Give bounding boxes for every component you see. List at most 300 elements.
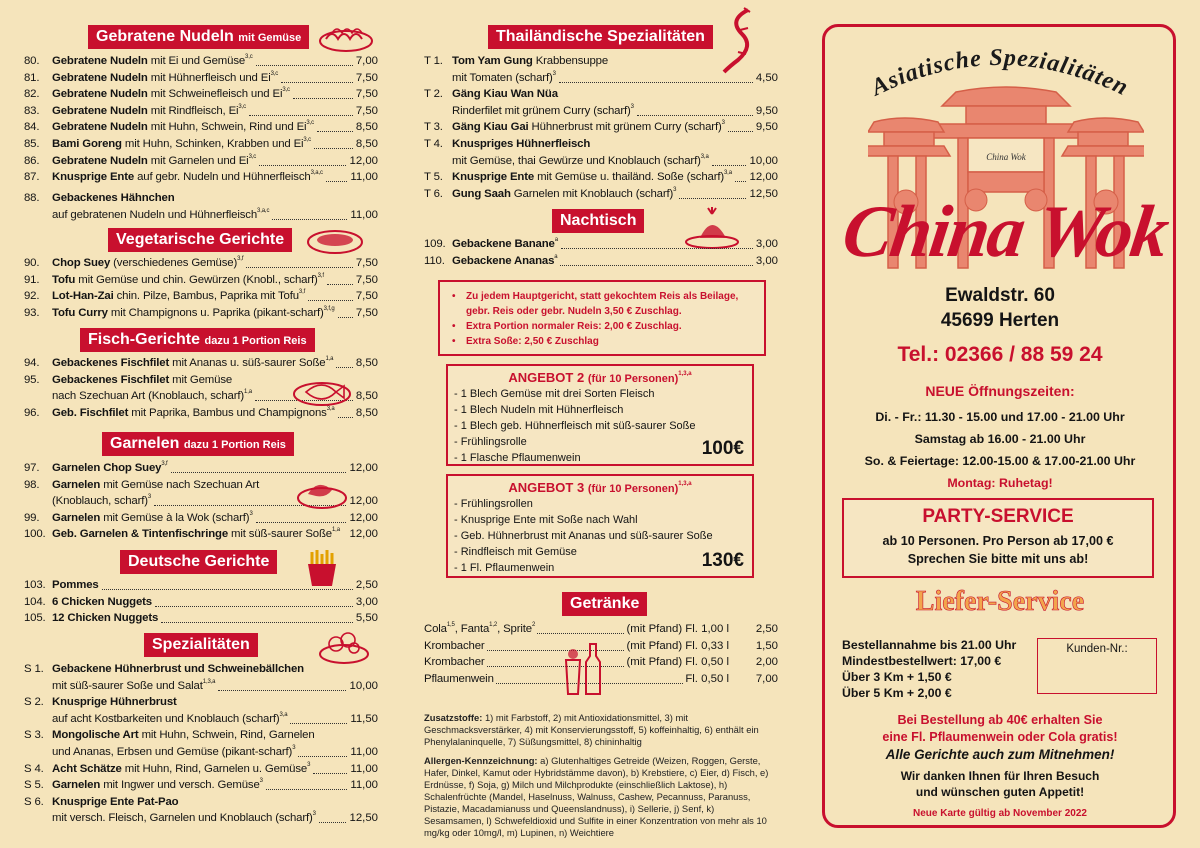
item-number: S 3.: [24, 729, 44, 742]
promo-text: Bei Bestellung ab 40€ erhalten Sie eine Fl. Pflaumenwein oder Cola gratis!: [882, 713, 1118, 744]
item-name: Lot-Han-Zai: [52, 290, 114, 303]
dot-leader: [256, 522, 346, 523]
china-wok-logo: China Wok: [837, 191, 1173, 273]
item-number: 100.: [24, 528, 46, 541]
item-text: [52, 288, 305, 305]
menu-item: [0, 153, 400, 170]
item-allergen-codes: 3,f: [317, 272, 324, 279]
dot-leader: [313, 773, 347, 774]
item-number: 93.: [24, 306, 40, 319]
item-text: [52, 460, 168, 477]
item-allergen-codes: 3,a: [279, 711, 288, 718]
menu-item: [0, 661, 400, 678]
offer-2-title: ANGEBOT 2 (für 10 Personen)$^{1,3,a}$: [508, 370, 692, 385]
section-header-shrimp: [102, 432, 294, 456]
item-price: 7,50: [355, 104, 378, 117]
dot-leader: [338, 417, 353, 418]
item-allergen-codes: 3: [292, 744, 296, 751]
item-number: 83.: [24, 104, 40, 117]
item-text: [52, 70, 278, 87]
item-allergen-codes: 3,f: [161, 461, 168, 467]
item-allergen-codes: 3: [630, 103, 634, 110]
item-text: [52, 272, 324, 289]
item-allergen-codes: 1,a: [244, 389, 252, 396]
item-name: Gebratene Nudeln: [52, 55, 148, 67]
offer-line: - Frühlingsrolle: [454, 436, 527, 448]
drink-name: [424, 638, 485, 655]
drink-name: [424, 621, 535, 638]
item-description: (Knoblauch, scharf)$^3$: [52, 494, 152, 508]
item-price: 8,50: [355, 406, 378, 419]
dot-leader: [336, 367, 353, 368]
item-number: 88.: [24, 192, 40, 204]
item-description: (verschiedenes Gemüse): [110, 257, 238, 269]
item-text: [452, 186, 676, 203]
item-description: auf gebratenen Nudeln und Hühnerfleisch$^{3,a,c}$: [52, 207, 270, 221]
offer-line: - 1 Blech geb. Hühnerfleisch mit süß-saurer Soße: [454, 420, 696, 432]
item-number: S 6.: [24, 795, 44, 808]
item-number: 98.: [24, 478, 40, 491]
item-name: Gebratene Nudeln: [52, 88, 148, 101]
noodle-dish-icon: [318, 19, 374, 55]
shrimp-dish-icon: [296, 476, 348, 510]
note-line: [448, 334, 764, 349]
dot-leader: [102, 589, 353, 590]
menu-item: [0, 255, 400, 272]
menu-item: [400, 236, 800, 253]
item-price: 11,00: [350, 208, 378, 221]
menu-item: [400, 169, 800, 186]
address-city: 45699 Herten: [940, 310, 1060, 331]
info-column-right: [800, 0, 1200, 848]
menu-item: [0, 761, 400, 778]
item-number: 99.: [24, 511, 40, 524]
drink-price: 2,00: [755, 656, 778, 669]
item-allergen-codes: 3,c: [303, 136, 311, 143]
item-price: 12,00: [349, 154, 378, 167]
menu-item-cont: [0, 207, 400, 224]
item-number: T 6.: [424, 187, 443, 200]
item-allergen-codes: 3,a: [700, 153, 709, 160]
item-allergen-codes: 1,a: [325, 356, 334, 362]
item-text: [52, 119, 314, 136]
item-allergen-codes: 3,a,c: [310, 170, 323, 177]
item-price: 3,00: [755, 254, 778, 267]
menu-item: [400, 186, 800, 203]
item-text: [52, 777, 263, 794]
drink-price: 2,50: [755, 623, 778, 635]
thai-list: [400, 53, 800, 202]
item-number: 95.: [24, 373, 40, 386]
menu-item-cont: [400, 103, 800, 120]
opening-hours-list: [800, 406, 1200, 472]
item-number: T 5.: [424, 171, 443, 184]
item-number: 82.: [24, 88, 40, 101]
item-text: [52, 153, 256, 170]
drink-quantity: (mit Pfand) Fl. 0,50 l: [626, 656, 729, 669]
menu-item: [0, 577, 400, 594]
item-price: 12,50: [749, 187, 778, 200]
item-price: 4,50: [755, 71, 778, 84]
item-number: 80.: [24, 55, 40, 67]
item-number: S 1.: [24, 663, 44, 675]
section-title: Fisch-Gerichte: [88, 331, 201, 348]
section-header-drinks: [562, 592, 647, 616]
party-service-title: PARTY-SERVICE: [922, 506, 1074, 527]
dot-leader: [290, 723, 347, 724]
item-name: Garnelen: [52, 478, 101, 491]
item-allergen-codes: 3: [147, 494, 152, 501]
side-dish-notes: [440, 282, 764, 349]
item-description: nach Szechuan Art (Knoblauch, scharf)$^{1,a}$: [52, 389, 252, 403]
item-text: [452, 119, 725, 136]
dot-leader: [728, 131, 753, 132]
gate-sign: China Wok: [986, 152, 1026, 162]
bullet: •: [452, 336, 456, 347]
item-text: [52, 355, 333, 372]
item-price: 7,50: [355, 290, 378, 303]
item-number: 87.: [24, 171, 40, 184]
dot-leader: [246, 267, 353, 268]
item-allergen-codes: 3: [249, 510, 253, 517]
item-price: 8,50: [355, 390, 378, 403]
offer-line: - 1 Blech Gemüse mit drei Sorten Fleisch: [454, 388, 655, 400]
menu-item-cont: [400, 153, 800, 170]
item-price: 7,50: [355, 273, 378, 286]
menu-item: [0, 694, 400, 711]
menu-item: [0, 288, 400, 305]
dot-leader: [272, 219, 347, 220]
section-subtitle: dazu 1 Portion Reis: [204, 335, 307, 347]
item-allergen-codes: 3,f: [298, 289, 306, 296]
item-allergen-codes: 1,3,a: [202, 678, 216, 685]
item-description: auf gebr. Nudeln und Hühnerfleisch: [134, 171, 311, 184]
item-number: 103.: [24, 579, 46, 591]
item-number: S 2.: [24, 696, 44, 709]
section-title: Vegetarische Gerichte: [116, 231, 285, 248]
item-allergen-codes: 3,c: [306, 120, 314, 127]
item-text: [452, 86, 558, 103]
item-description: Krabbensuppe: [532, 55, 609, 67]
item-description: Garnelen mit Knoblauch (scharf): [510, 187, 674, 200]
item-description: mit Gemüse à la Wok (scharf): [100, 511, 250, 524]
item-name: Geb. Garnelen & Tintenfischringe: [52, 528, 229, 541]
section-header-thai: [488, 25, 713, 49]
item-text: [52, 86, 290, 103]
item-price: 3,00: [355, 595, 378, 608]
item-description: mit Rindfleisch, Ei: [147, 104, 239, 117]
item-number: 110.: [424, 254, 445, 267]
item-text: [52, 136, 311, 153]
item-price: 8,50: [355, 121, 378, 134]
dot-leader: [218, 690, 346, 691]
menu-item: [0, 169, 400, 186]
item-text: [52, 255, 243, 272]
thanks-text: Wir danken Ihnen für Ihren Besuch und wünschen guten Appetit!: [900, 769, 1100, 799]
takeaway-note: Alle Gerichte auch zum Mitnehmen!: [885, 747, 1115, 762]
offer-line: - 1 Fl. Pflaumenwein: [454, 562, 555, 574]
menu-item: [400, 86, 800, 103]
item-description: mit Ei und Gemüse: [147, 55, 246, 67]
item-name: 12 Chicken Nuggets: [52, 612, 159, 625]
item-name: Geb. Fischfilet: [52, 406, 129, 419]
item-description: mit Huhn, Rind, Garnelen u. Gemüse: [121, 762, 308, 775]
fish-dish-icon: [292, 372, 352, 408]
item-name: Knusprige Hühnerbrust: [52, 696, 177, 709]
item-allergen-codes: 3,f: [237, 256, 244, 262]
section-title: Getränke: [570, 595, 640, 612]
item-name: Knusprige Ente: [452, 171, 535, 184]
german-list: [0, 577, 400, 627]
item-allergen-codes: 3,a: [724, 170, 732, 177]
dot-leader: [266, 789, 347, 790]
dot-leader: [298, 756, 347, 757]
item-text: [452, 253, 557, 270]
note-text: Extra Portion normaler Reis: 2,00 € Zuschlag.: [466, 321, 682, 332]
item-price: 2,50: [355, 579, 378, 591]
item-name: Gäng Kiau Wan Nüa: [452, 88, 558, 101]
item-number: 109.: [424, 238, 446, 250]
dot-leader: [537, 633, 624, 634]
item-name: Gebackenes Hähnchen: [52, 192, 175, 204]
additives-note: Zusatzstoffe: 1) mit Farbstoff, 2) mit Antioxidationsmittel, 3) mit Geschmacksverstärker, 4) mit Konservierungsstoff, 5) koffeinhaltig, 6) enthält ein Phenylalaninquelle, 7) Süßungsmittel, 8) chininhaltig: [424, 712, 759, 747]
item-name: Bami Goreng: [52, 137, 122, 150]
menu-valid-note: Neue Karte gültig ab November 2022: [913, 808, 1087, 819]
item-name: Gebratene Nudeln: [52, 154, 148, 167]
opening-hours-line: Samstag ab 16.00 - 21.00 Uhr: [914, 432, 1086, 446]
menu-item: [0, 727, 400, 744]
dessert-list: [400, 236, 800, 269]
item-name: Gebackene Hühnerbrust und Schweinebällchen: [52, 663, 304, 675]
section-subtitle: mit Gemüse: [238, 32, 302, 44]
item-description: mit Paprika, Bambus und Champignons: [128, 406, 327, 419]
note-text: Zu jedem Hauptgericht, statt gekochtem Reis als Beilage,: [466, 291, 739, 302]
specials-list: [0, 661, 400, 827]
offer-line: - Geb. Hühnerbrust mit Ananas und süß-saurer Soße: [454, 530, 713, 542]
item-number: 96.: [24, 406, 40, 419]
item-text: [52, 794, 178, 811]
item-text: [52, 305, 335, 322]
item-price: 12,00: [349, 528, 378, 541]
drink-row: [400, 621, 800, 638]
dot-leader: [259, 165, 346, 166]
item-price: 12,00: [349, 462, 378, 474]
party-service-line1: ab 10 Personen. Pro Person ab 17,00 €: [882, 534, 1114, 548]
menu-item: [0, 103, 400, 120]
item-text: [52, 190, 175, 207]
drink-name: [424, 654, 485, 671]
item-price: 3,00: [755, 238, 778, 250]
section-header-specials: [144, 633, 258, 657]
section-header-fish: [80, 328, 315, 352]
item-text: [52, 53, 253, 70]
menu-item: [0, 526, 400, 543]
item-price: 11,00: [350, 779, 378, 792]
item-number: 91.: [24, 273, 40, 286]
item-name: Gebackenes Fischfilet: [52, 373, 170, 386]
item-price: 10,00: [349, 679, 378, 692]
dot-leader: [338, 317, 353, 318]
item-text: [52, 761, 310, 778]
item-price: 9,50: [755, 121, 778, 134]
item-text: [452, 236, 558, 253]
menu-item: [400, 253, 800, 270]
item-number: 84.: [24, 121, 40, 134]
bullet: •: [452, 291, 456, 302]
item-description: mit Huhn, Schinken, Krabben und Ei: [121, 137, 304, 150]
item-name: Gebackenes Fischfilet: [52, 357, 170, 369]
dot-leader: [560, 265, 753, 266]
section-title: Garnelen: [110, 435, 180, 452]
customer-number-field: [1037, 638, 1157, 694]
item-price: 7,00: [355, 55, 378, 67]
menu-item: [0, 460, 400, 477]
dot-leader: [317, 131, 353, 132]
menu-item-cont: [0, 810, 400, 827]
item-allergen-codes: 3,c: [245, 54, 253, 60]
dot-leader: [161, 622, 353, 623]
item-name: Tofu Curry: [52, 306, 108, 319]
menu-item: [0, 777, 400, 794]
item-description: Hühnerbrust mit grünem Curry (scharf): [528, 121, 722, 134]
item-text: [52, 510, 253, 527]
item-price: 7,50: [355, 257, 378, 269]
item-allergen-codes: 3,a,c: [257, 207, 270, 214]
dot-leader: [281, 82, 353, 83]
closed-day: Montag: Ruhetag!: [947, 476, 1053, 490]
drink-price: 7,00: [755, 672, 778, 685]
item-description: chin. Pilze, Bambus, Paprika mit Tofu: [113, 290, 299, 303]
note-text: gebr. Reis oder gebr. Nudeln 3,50 € Zuschlag.: [466, 306, 682, 317]
item-allergen-codes: 3,f,g: [323, 305, 335, 312]
item-description: mit Gemüse u. thailänd. Soße (scharf): [534, 171, 724, 184]
item-description: mit Garnelen und Ei: [147, 154, 249, 167]
item-allergen-codes: 3: [673, 186, 677, 193]
dot-leader: [712, 165, 746, 166]
item-allergen-codes: 3,c: [248, 153, 257, 160]
item-number: 86.: [24, 154, 40, 167]
item-price: 7,50: [355, 88, 378, 101]
item-price: 8,50: [355, 357, 378, 369]
item-number: 105.: [24, 612, 46, 625]
item-name: Gäng Kiau Gai: [452, 121, 529, 134]
section-header-vegetarian: [108, 228, 292, 252]
item-text: [452, 169, 732, 186]
item-number: 97.: [24, 462, 40, 474]
drink-quantity: (mit Pfand) Fl. 1,00 l: [626, 623, 729, 635]
menu-item: [0, 272, 400, 289]
item-text: [52, 661, 304, 678]
dot-leader: [735, 181, 746, 182]
item-price: 10,00: [749, 154, 778, 167]
menu-item: [0, 136, 400, 153]
menu-item-cont: [0, 744, 400, 761]
bullet: •: [452, 321, 456, 332]
item-price: 11,00: [350, 171, 378, 184]
item-name: Garnelen: [52, 511, 101, 524]
menu-item-cont: [400, 70, 800, 87]
item-allergen-codes: 3,c: [282, 87, 290, 94]
item-name: Gebratene Nudeln: [52, 71, 148, 84]
delivery-line: Über 3 Km + 1,50 €: [842, 670, 952, 684]
item-number: S 4.: [24, 762, 44, 775]
section-header-german: [120, 550, 277, 574]
menu-item: [0, 794, 400, 811]
item-number: 81.: [24, 71, 40, 84]
offer-2-price: 100€: [701, 438, 744, 459]
item-text: [452, 53, 608, 70]
drink-label: Krombacher: [424, 656, 485, 669]
section-subtitle: dazu 1 Portion Reis: [183, 439, 286, 451]
item-text: [52, 372, 232, 389]
item-text: [52, 610, 158, 627]
item-name: Garnelen Chop Suey: [52, 462, 162, 474]
item-allergen-codes: 3: [307, 761, 311, 768]
delivery-conditions: [842, 637, 1016, 701]
menu-item: [400, 136, 800, 153]
item-number: 85.: [24, 137, 40, 150]
specials-dish-icon: [318, 626, 370, 666]
dot-leader: [155, 606, 353, 607]
party-service-line2: Sprechen Sie bitte mit uns ab!: [907, 552, 1089, 566]
item-text: [52, 526, 340, 543]
item-number: 92.: [24, 290, 40, 303]
item-allergen-codes: a: [554, 237, 558, 243]
drink-label: Krombacher: [424, 639, 485, 652]
drink-name: [424, 671, 494, 688]
menu-item: [0, 355, 400, 372]
delivery-line: Mindestbestellwert: 17,00 €: [842, 654, 1002, 668]
menu-item: [400, 119, 800, 136]
item-price: 5,50: [355, 612, 378, 625]
item-text: [452, 136, 590, 153]
item-name: Gebratene Nudeln: [52, 104, 148, 117]
offer-3-price: 130€: [701, 550, 744, 571]
menu-item: [0, 610, 400, 627]
noodles-list: [0, 53, 400, 186]
section-title: Thailändische Spezialitäten: [496, 28, 705, 45]
side-dish-notes-box: [438, 280, 766, 356]
item-description: mit Ananas u. süß-saurer Soße: [169, 357, 326, 369]
allergen-codes: 2: [531, 622, 536, 628]
section-title: Nachtisch: [560, 212, 637, 229]
offer-3-title: ANGEBOT 3 (für 10 Personen)$^{1,3,a}$: [508, 480, 692, 495]
item-allergen-codes: 3,c: [270, 70, 279, 77]
dot-leader: [326, 181, 347, 182]
party-service-box: [842, 498, 1154, 578]
item-price: 7,50: [355, 71, 378, 84]
item-price: 12,00: [349, 495, 378, 508]
drink-label: Pflaumenwein: [424, 672, 494, 685]
offer-line: - Rindfleisch mit Gemüse: [454, 546, 577, 558]
drink-quantity: (mit Pfand) Fl. 0,33 l: [626, 639, 729, 652]
item-number: S 5.: [24, 779, 44, 792]
item-name: 6 Chicken Nuggets: [52, 595, 152, 608]
item-name: Tofu: [52, 273, 76, 286]
menu-item: [0, 70, 400, 87]
dot-leader: [561, 248, 753, 249]
menu-item: [0, 53, 400, 70]
allergens-note: Allergen-Kennzeichnung: a) Glutenhaltiges Getreide (Weizen, Roggen, Gerste, Hafer, Dinkel, Kamut oder Hybridstämme davon), b) Krebstiere, c) Eier, d) Fisch, e) Erdnüsse, f) Soja, g) Milch und Milchprodukte (einschließlich Laktose), h) Schalenfrüchte (Mandel, Haselnuss, Walnuss, Cashew, Pecannuss, Paranuss, Pistazie, Macadamianuss und Queenslandnuss), i) Sellerie, j) Senf, k) Sesamsamen, l) Schwefeldioxid und Sulfite in einer Konzentration von mehr als 10 mg/kg oder 10mg/l, m) Lupinen, n) Weichtiere: [424, 755, 769, 838]
item-price: 12,00: [349, 511, 378, 524]
menu-item: [0, 305, 400, 322]
allergen-codes: 1,5: [446, 622, 455, 628]
menu-item: [400, 53, 800, 70]
item-allergen-codes: 3: [259, 778, 263, 785]
section-header-noodles: [88, 25, 309, 49]
item-name: Knusprige Ente Pat-Pao: [52, 795, 179, 808]
item-number: T 2.: [424, 88, 443, 101]
